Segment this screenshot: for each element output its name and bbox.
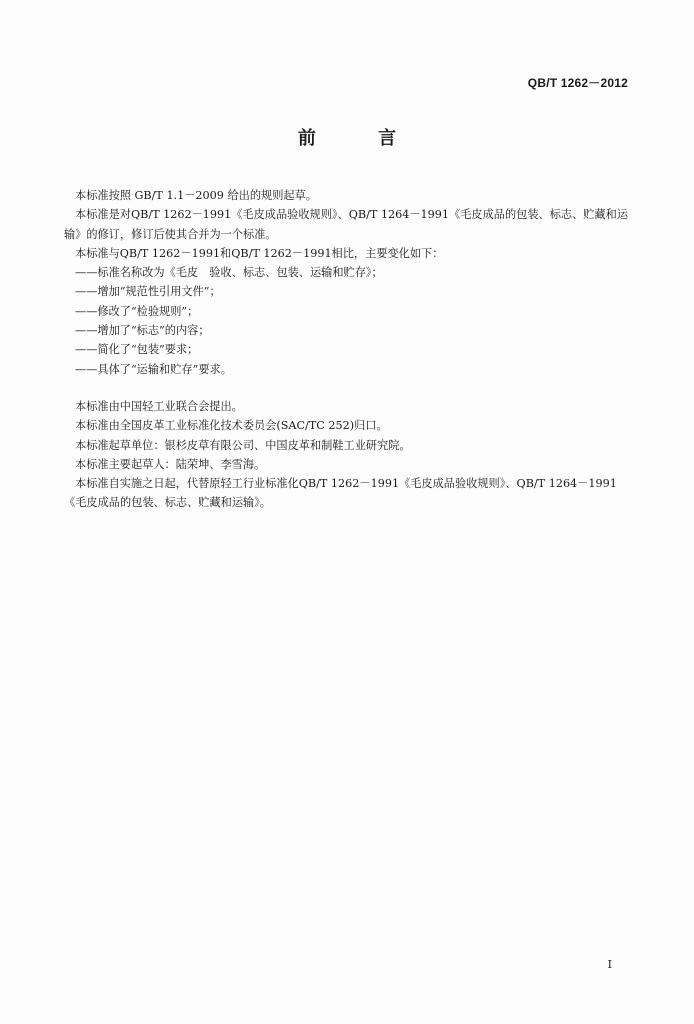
standard-code: QB/T 1262－2012 xyxy=(527,76,628,90)
change-item: ——具体了“运输和贮存”要求。 xyxy=(75,362,232,376)
intro-paragraph: 本标准是对QB/T 1262－1991《毛皮成品验收规则》、QB/T 1264－1991《毛皮成品的包装、标志、贮藏和运输》的修订，修订后使其合并为一个标准。 xyxy=(64,208,629,241)
paragraph-gap xyxy=(64,379,630,397)
change-item: ——修改了“检验规则”； xyxy=(75,304,199,318)
closing-paragraph: 本标准由全国皮革工业标准化技术委员会(SAC/TC 252)归口。 xyxy=(75,419,388,433)
page-title: 前 言 xyxy=(297,128,425,149)
closing-paragraph: 本标准由中国轻工业联合会提出。 xyxy=(75,399,243,413)
closing-paragraph: 本标准起草单位：银杉皮草有限公司、中国皮革和制鞋工业研究院。 xyxy=(75,438,411,452)
intro-paragraph: 本标准按照 GB/T 1.1－2009 给出的规则起草。 xyxy=(75,189,317,202)
foreword-body xyxy=(64,186,630,513)
change-item: ——增加“规范性引用文件”； xyxy=(75,285,221,299)
intro-paragraph: 本标准与QB/T 1262－1991和QB/T 1262－1991相比，主要变化如下： xyxy=(75,246,444,260)
change-item: ——标准名称改为《毛皮 验收、标志、包装、运输和贮存》； xyxy=(75,266,383,280)
closing-paragraph: 本标准自实施之日起，代替原轻工行业标准化QB/T 1262－1991《毛皮成品验收规则》、QB/T 1264－1991《毛皮成品的包装、标志、贮藏和运输》。 xyxy=(64,477,617,510)
change-item: ——增加了“标志”的内容； xyxy=(75,324,210,338)
page-number: I xyxy=(607,958,612,971)
closing-paragraph: 本标准主要起草人：陆荣坤、李雪海。 xyxy=(75,457,266,471)
change-item: ——简化了“包装”要求； xyxy=(75,343,199,357)
